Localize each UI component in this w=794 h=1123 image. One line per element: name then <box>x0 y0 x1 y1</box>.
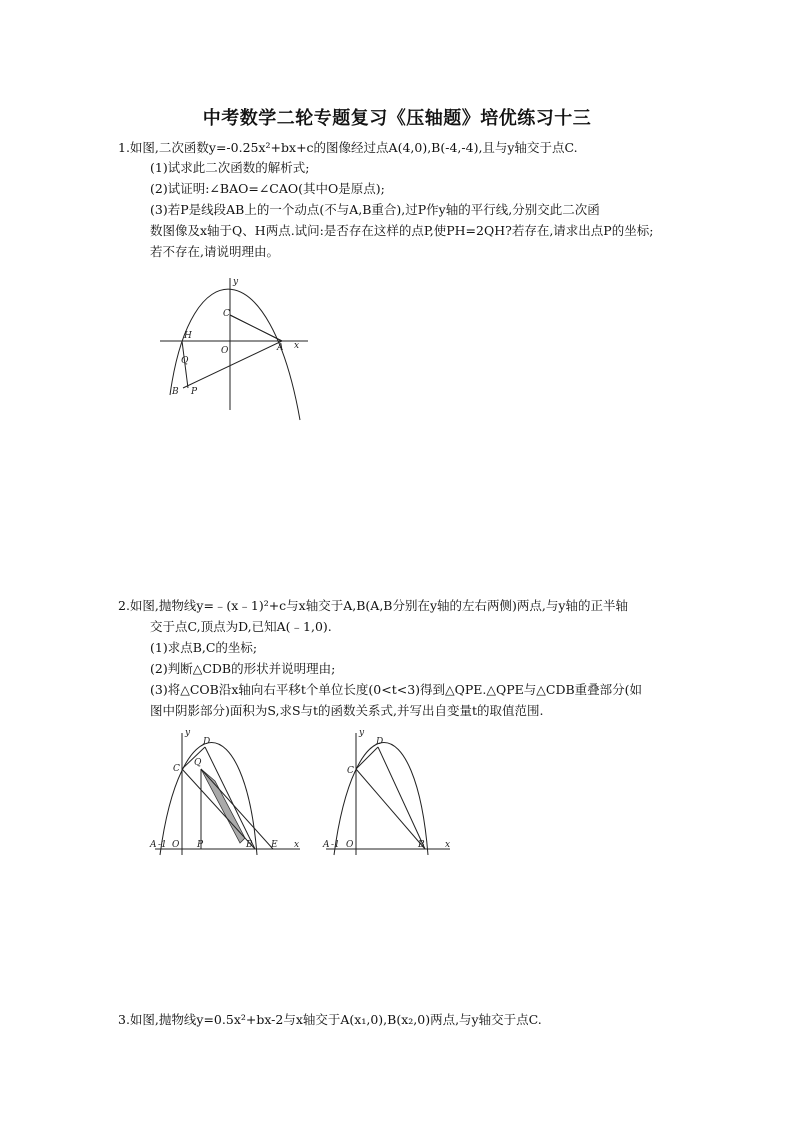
q2-figure-1 <box>145 725 315 860</box>
page-title: 中考数学二轮专题复习《压轴题》培优练习十三 <box>202 108 592 129</box>
q1-part1: (1)试求此二次函数的解析式; <box>150 160 310 175</box>
label-H: H <box>184 331 192 341</box>
label-E: E <box>271 840 278 850</box>
label-B: B <box>172 387 179 397</box>
label-P: P <box>197 840 204 850</box>
label-D: D <box>376 737 384 747</box>
q2-part2: (2)判断△CDB的形状并说明理由; <box>150 661 336 676</box>
label-y: y <box>233 277 239 287</box>
label-A: A <box>277 343 284 353</box>
label-B: B <box>418 840 425 850</box>
q1-part3-line2: 数图像及x轴于Q、H两点.试问:是否存在这样的点P,使PH=2QH?若存在,请求出点P的坐标; <box>150 223 654 238</box>
label-P: P <box>191 387 198 397</box>
q1-part2: (2)试证明:∠BAO=∠CAO(其中O是原点); <box>150 181 385 196</box>
q1-part3-line1: (3)若P是线段AB上的一个动点(不与A,B重合),过P作y轴的平行线,分别交此二次函 <box>150 202 600 217</box>
q2-stem-line2: 交于点C,顶点为D,已知A(﹣1,0). <box>150 619 332 634</box>
q2-figure-2 <box>320 725 460 860</box>
q2-stem-line1: 2.如图,抛物线y=﹣(x﹣1)²+c与x轴交于A,B(A,B分别在y轴的左右两侧)两点,与y轴的正半轴 <box>118 598 628 613</box>
label-x: x <box>445 840 451 850</box>
parabola <box>170 289 300 420</box>
label-x: x <box>294 840 300 850</box>
q2-part1: (1)求点B,C的坐标; <box>150 640 258 655</box>
label-A: A <box>323 840 330 850</box>
triangle-lines <box>183 315 282 388</box>
label-x: x <box>294 341 300 351</box>
q1-figure <box>150 270 320 425</box>
label-y: y <box>359 728 365 738</box>
q2-part3-line2: 图中阴影部分)面积为S,求S与t的函数关系式,并写出自变量t的取值范围. <box>150 703 544 718</box>
label-C: C <box>223 309 230 319</box>
label-D: D <box>203 737 211 747</box>
q1-stem: 1.如图,二次函数y=-0.25x²+bx+c的图像经过点A(4,0),B(-4,-4),且与y轴交于点C. <box>118 140 578 155</box>
q3-stem: 3.如图,抛物线y=0.5x²+bx-2与x轴交于A(x₁,0),B(x₂,0)两点,与y轴交于点C. <box>118 1012 542 1027</box>
label-A: A <box>150 840 157 850</box>
q2-part3-line1: (3)将△COB沿x轴向右平移t个单位长度(0<t<3)得到△QPE.△QPE与△CDB重叠部分(如 <box>150 682 643 697</box>
label-C: C <box>347 766 354 776</box>
label-minus1: -1 <box>331 840 340 850</box>
label-y: y <box>185 728 191 738</box>
label-minus1: -1 <box>158 840 167 850</box>
q1-part3-line3: 若不存在,请说明理由。 <box>150 244 279 259</box>
label-O: O <box>172 840 180 850</box>
label-Q: Q <box>181 356 189 366</box>
label-C: C <box>173 764 180 774</box>
label-B: B <box>246 840 253 850</box>
label-O: O <box>221 346 229 356</box>
label-O: O <box>346 840 354 850</box>
label-Q: Q <box>194 758 202 768</box>
